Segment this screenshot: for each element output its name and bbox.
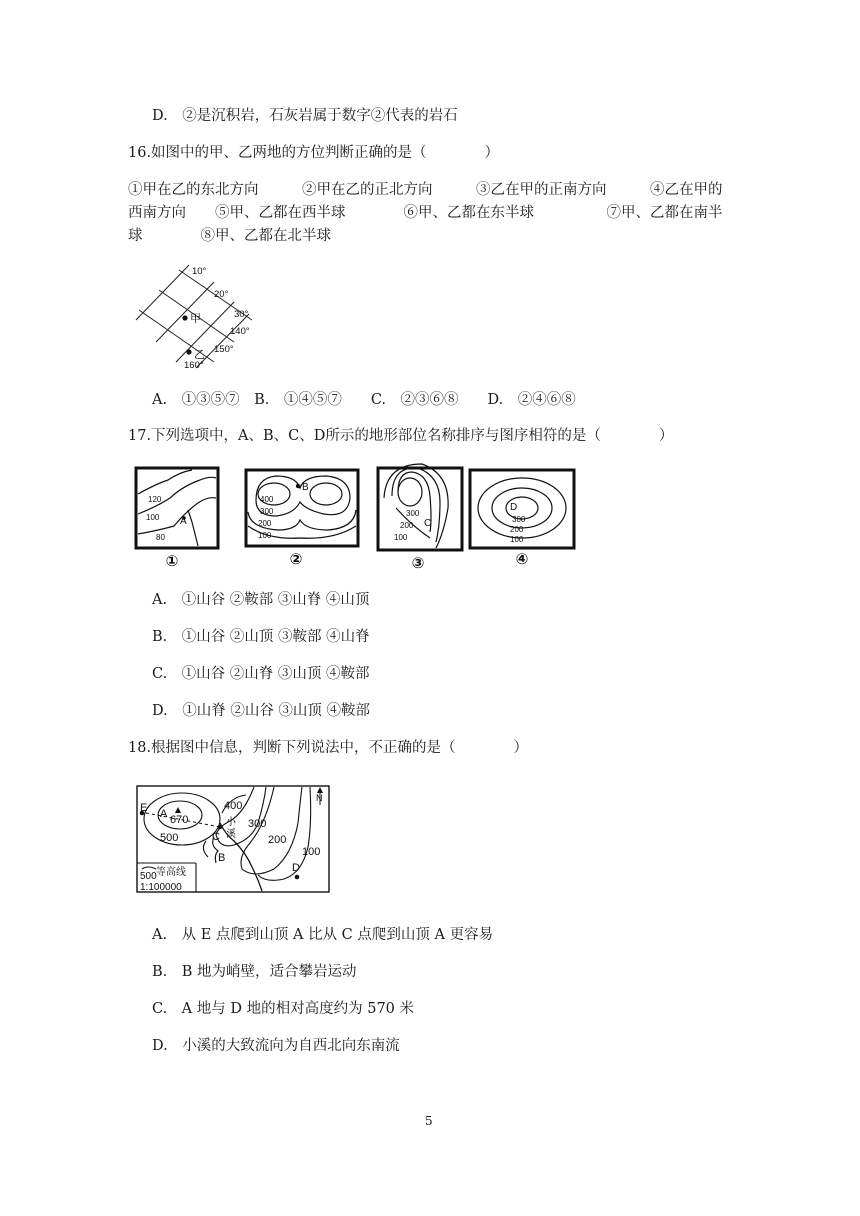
point-e-label: E [140, 802, 148, 814]
map4-label-100: 100 [510, 535, 524, 544]
q17-option-d: D. ①山脊 ②山谷 ③山顶 ④鞍部 [152, 703, 371, 719]
lon-label-150: 150° [214, 344, 234, 355]
point-jia-marker [182, 315, 187, 320]
map1-point-a: A [180, 516, 187, 527]
point-d-label: D [292, 862, 300, 874]
q18-stem: 18.根据图中信息，判断下列说法中，不正确的是（ ） [128, 740, 529, 756]
point-b-label: B [218, 852, 226, 864]
point-a-label: A [160, 808, 168, 820]
map3-point-c: C [424, 518, 432, 529]
lat-label-30: 30° [234, 309, 249, 320]
q17-option-b: B. ①山谷 ②山顶 ③鞍部 ④山脊 [152, 629, 370, 645]
q18-option-c: C. A 地与 D 地的相对高度约为 570 米 [152, 1001, 415, 1017]
q17-stem: 17.下列选项中，A、B、C、D所示的地形部位名称排序与图序相符的是（ ） [128, 428, 674, 444]
contour-400-label: 400 [224, 800, 243, 812]
map1-label-120: 120 [148, 495, 162, 504]
q16-latlon-grid-figure [134, 262, 274, 372]
point-c-label: C [212, 831, 220, 843]
q18-option-b: B. B 地为峭壁，适合攀岩运动 [152, 964, 357, 980]
q16-options: A. ①③⑤⑦ B. ①④⑤⑦ C. ②③⑥⑧ D. ②④⑥⑧ [152, 392, 576, 408]
map1-label-100: 100 [146, 513, 160, 522]
map3-label-300: 300 [406, 509, 420, 518]
lat-label-20: 20° [214, 289, 229, 300]
map2-label-100: 100 [258, 531, 272, 540]
contour-300-label: 300 [248, 818, 267, 830]
map4-point-d: D [510, 502, 518, 513]
q18-contour-map-figure [134, 783, 334, 895]
contour-200-label: 200 [268, 834, 287, 846]
map3-label-100: 100 [394, 533, 408, 542]
point-yi-label: 乙 [194, 349, 205, 361]
map2-label-300: 300 [260, 507, 274, 516]
page-number: 5 [425, 1114, 433, 1128]
map1-number: ① [165, 553, 179, 570]
stream-label-char1: 小 [226, 817, 236, 828]
point-yi-marker [186, 349, 191, 354]
q16-statements-line2: 西南方向 ⑤甲、乙都在西半球 ⑥甲、乙都在东半球 ⑦甲、乙都在南半 [128, 205, 723, 221]
contour-500-label: 500 [160, 832, 179, 844]
q16-stem: 16.如图中的甲、乙两地的方位判断正确的是（ ） [128, 145, 500, 161]
q16-statements-line1: ①甲在乙的东北方向 ②甲在乙的正北方向 ③乙在甲的正南方向 ④乙在甲的 [128, 182, 723, 198]
q18-option-d: D. 小溪的大致流向为自西北向东南流 [152, 1038, 400, 1054]
north-label: N [316, 793, 323, 803]
map4-label-300: 300 [512, 515, 526, 524]
map3-number: ③ [411, 555, 425, 572]
map2-number: ② [289, 551, 303, 568]
point-jia-label: 甲 [190, 313, 201, 325]
q18-option-a: A. 从 E 点爬到山顶 A 比从 C 点爬到山顶 A 更容易 [152, 927, 494, 943]
legend-contour-value: 500 [140, 871, 157, 882]
map-scale: 1:100000 [140, 882, 182, 893]
map3-label-200: 200 [400, 521, 414, 530]
lat-label-10: 10° [192, 266, 207, 277]
lon-label-140: 140° [230, 326, 250, 337]
elev-670-label: 670 [170, 814, 189, 826]
q17-option-a: A. ①山谷 ②鞍部 ③山脊 ④山顶 [152, 592, 370, 608]
map2-point-b: B [302, 482, 309, 493]
contour-100-label: 100 [302, 846, 321, 858]
stream-label-char2: 溪 [226, 829, 236, 840]
map4-label-200: 200 [510, 525, 524, 534]
q15-option-d: D. ②是沉积岩，石灰岩属于数字②代表的岩石 [152, 108, 458, 124]
map4-number: ④ [515, 551, 529, 568]
map2-label-200: 200 [258, 519, 272, 528]
q16-statements-line3: 球 ⑧甲、乙都在北半球 [128, 228, 331, 244]
map2-label-400: 400 [260, 495, 274, 504]
q17-contour-maps-figure [128, 462, 580, 572]
map1-label-80: 80 [156, 533, 165, 542]
legend-contour-label: 等高线 [156, 867, 186, 878]
q17-option-c: C. ①山谷 ②山脊 ③山顶 ④鞍部 [152, 666, 370, 682]
lon-label-160: 160° [184, 360, 204, 371]
